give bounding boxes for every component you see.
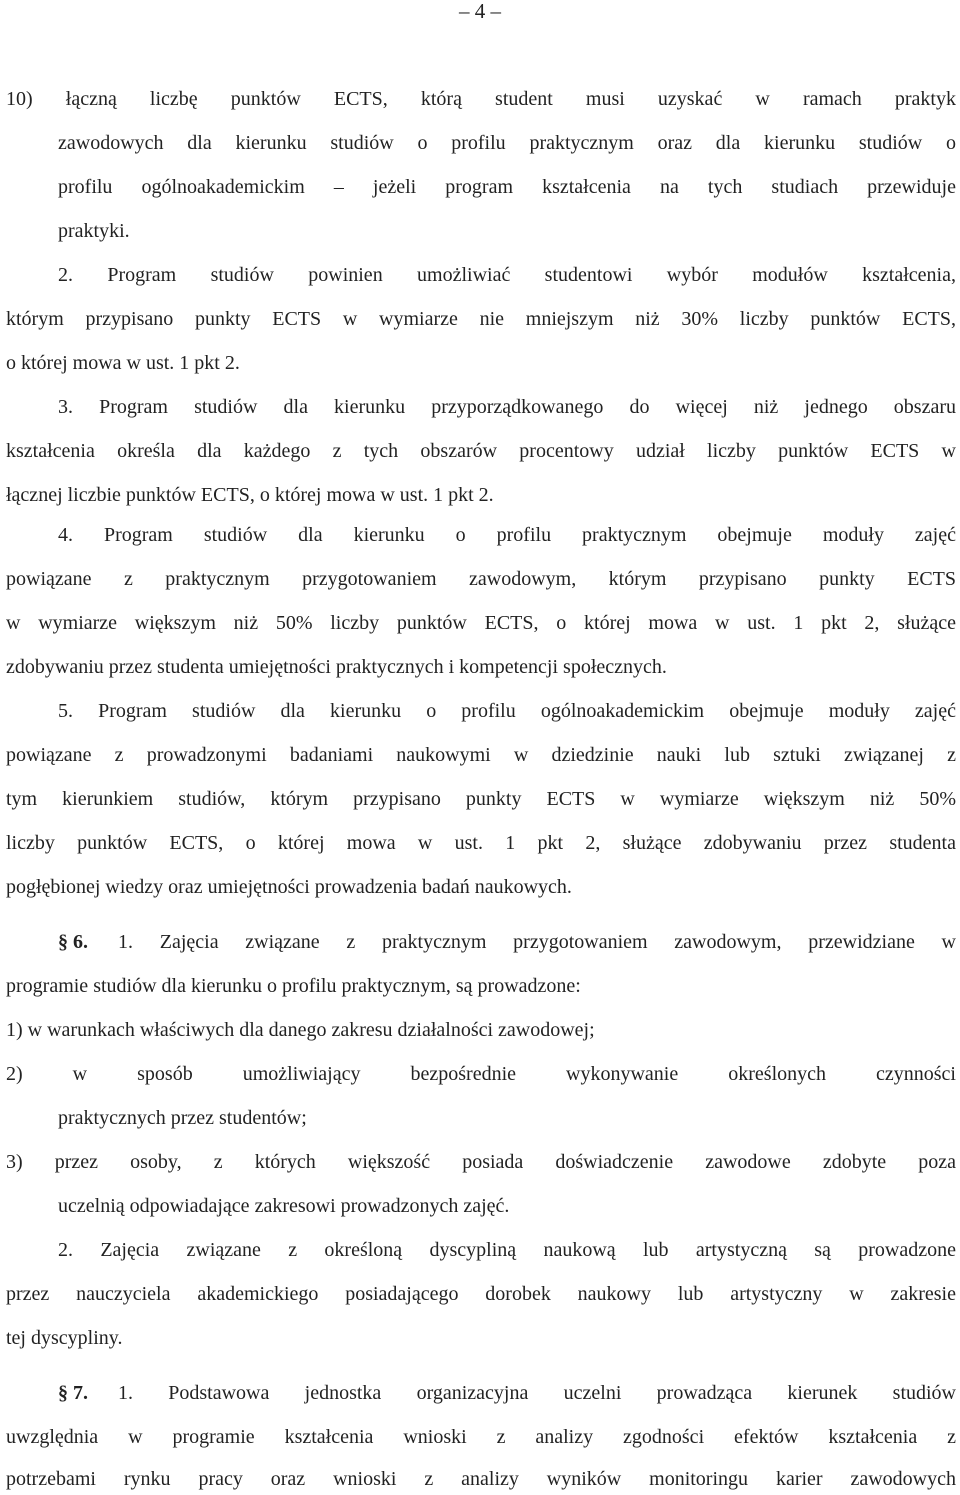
text-line: w wymiarze większym niż 50% liczby punktów ECTS, o której mowa w ust. 1 pkt 2, służące — [6, 612, 956, 634]
text-line: kształcenia określa dla każdego z tych obszarów procentowy udział liczby punktów ECTS w — [6, 440, 956, 462]
text-line: 2. Zajęcia związane z określoną dyscypliną naukową lub artystyczną są prowadzone — [58, 1239, 956, 1261]
text-line: o której mowa w ust. 1 pkt 2. — [6, 352, 240, 374]
list-item: 1) w warunkach właściwych dla danego zakresu działalności zawodowej; — [6, 1019, 595, 1041]
list-item: 2) w sposób umożliwiający bezpośrednie wykonywanie określonych czynności — [6, 1063, 956, 1085]
text-line: 1. Podstawowa jednostka organizacyjna uczelni prowadząca kierunek studiów — [118, 1382, 956, 1404]
page-number: – 4 – — [459, 0, 501, 23]
text-line: zawodowych dla kierunku studiów o profilu praktycznym oraz dla kierunku studiów o — [58, 132, 956, 154]
text-line: tym kierunkiem studiów, którym przypisano punkty ECTS w wymiarze większym niż 50% — [6, 788, 956, 810]
text-line: łącznej liczbie punktów ECTS, o której mowa w ust. 1 pkt 2. — [6, 484, 494, 506]
section-label: § 6. — [58, 931, 88, 953]
text-line: powiązane z praktycznym przygotowaniem zawodowym, którym przypisano punkty ECTS — [6, 568, 956, 590]
section-label: § 7. — [58, 1382, 88, 1404]
text-line: powiązane z prowadzonymi badaniami naukowymi w dziedzinie nauki lub sztuki związanej z — [6, 744, 956, 766]
text-line: liczby punktów ECTS, o której mowa w ust. 1 pkt 2, służące zdobywaniu przez studenta — [6, 832, 956, 854]
text-line: 10) łączną liczbę punktów ECTS, którą student musi uzyskać w ramach praktyk — [6, 88, 956, 110]
text-line: 2. Program studiów powinien umożliwiać studentowi wybór modułów kształcenia, — [58, 264, 956, 286]
text-line: zdobywaniu przez studenta umiejętności praktycznych i kompetencji społecznych. — [6, 656, 667, 678]
text-line: profilu ogólnoakademickim – jeżeli program kształcenia na tych studiach przewiduje — [58, 176, 956, 198]
text-line: którym przypisano punkty ECTS w wymiarze nie mniejszym niż 30% liczby punktów ECTS, — [6, 308, 956, 330]
text-line: potrzebami rynku pracy oraz wnioski z analizy wyników monitoringu karier zawodowych — [6, 1468, 956, 1490]
text-line: programie studiów dla kierunku o profilu praktycznym, są prowadzone: — [6, 975, 581, 997]
text-line: uwzględnia w programie kształcenia wnioski z analizy zgodności efektów kształcenia z — [6, 1426, 956, 1448]
list-item: 3) przez osoby, z których większość posiada doświadczenie zawodowe zdobyte poza — [6, 1151, 956, 1173]
text-line: 3. Program studiów dla kierunku przyporządkowanego do więcej niż jednego obszaru — [58, 396, 956, 418]
text-line: praktycznych przez studentów; — [58, 1107, 307, 1129]
text-line: tej dyscypliny. — [6, 1327, 123, 1349]
text-line: 4. Program studiów dla kierunku o profilu praktycznym obejmuje moduły zajęć — [58, 524, 956, 546]
text-line: praktyki. — [58, 220, 130, 242]
text-line: uczelnią odpowiadające zakresowi prowadzonych zajęć. — [58, 1195, 510, 1217]
text-line: przez nauczyciela akademickiego posiadającego dorobek naukowy lub artystyczny w zakresie — [6, 1283, 956, 1305]
text-line: 5. Program studiów dla kierunku o profilu ogólnoakademickim obejmuje moduły zajęć — [58, 700, 956, 722]
text-line: pogłębionej wiedzy oraz umiejętności prowadzenia badań naukowych. — [6, 876, 572, 898]
text-line: 1. Zajęcia związane z praktycznym przygotowaniem zawodowym, przewidziane w — [118, 931, 956, 953]
